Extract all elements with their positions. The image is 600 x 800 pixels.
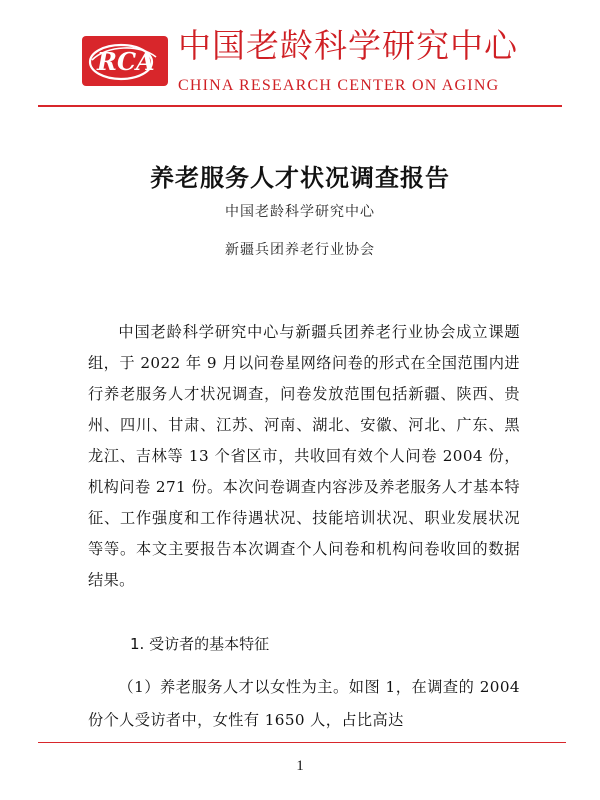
header-divider	[38, 105, 562, 107]
organization-name-en: CHINA RESEARCH CENTER ON AGING	[178, 77, 500, 94]
document-title: 养老服务人才状况调查报告	[150, 164, 450, 193]
author-2: 新疆兵团养老行业协会	[225, 242, 375, 258]
section-paragraph: （1）养老服务人才以女性为主。如图 1，在调查的 2004 份个人受访者中，女性有 1650 人，占比高达	[88, 678, 520, 729]
organization-name-cn: 中国老龄科学研究中心	[178, 26, 518, 65]
footer-divider	[38, 742, 566, 743]
rca-logo	[82, 36, 168, 86]
document-header	[0, 0, 600, 108]
page-number: 1	[296, 758, 304, 774]
intro-paragraph: 中国老龄科学研究中心与新疆兵团养老行业协会成立课题组，于 2022 年 9 月以问卷星网络问卷的形式在全国范围内进行养老服务人才状况调查，问卷发放范围包括新疆、陕西、贵州、四川、甘肃、江苏、河南、湖北、安徽、河北、广东、黑龙江、吉林等 13 个省区市，共收回有效个人问卷 2004 份，机构问卷 271 份。本次问卷调查内容涉及养老服务人才基本特征、工作强度和工作待遇状况、技能培训状况、职业发展状况等等。本文主要报告本次调查个人问卷和机构问卷收回的数据结果。	[88, 323, 520, 589]
section-heading: 1. 受访者的基本特征	[130, 635, 270, 653]
logo-text: RCA	[97, 47, 155, 76]
author-1: 中国老龄科学研究中心	[225, 204, 375, 220]
